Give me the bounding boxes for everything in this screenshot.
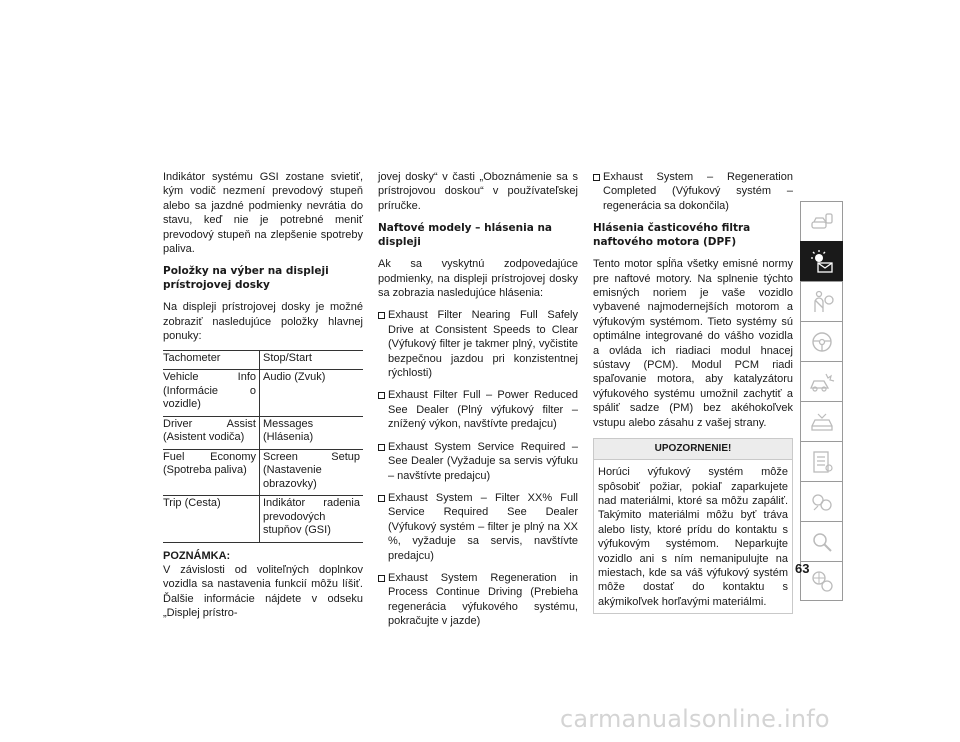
table-row — [163, 416, 363, 449]
seatbelt-airbag-icon — [808, 288, 836, 316]
list-item-text: Exhaust Filter Full – Power Reduced See Dealer (Plný výfukový filter – znížený výkon, navštívte predajcu) — [388, 389, 578, 431]
warning-text: Horúci výfukový systém môže spôsobiť požiar, pokiaľ zaparkujete nad materiálmi, ktoré sa môžu zapáliť. Takýmito materiálmi môžu byť tráva alebo listy, ktoré prídu do kontaktu s výfukovým systémom. Neparkujte vozidlo ani s ním nemanipulujte na miestach, kde sa váš výfukový systém môže dostať do kontaktu s akýmikoľvek horľavými materiálmi. — [598, 466, 788, 608]
note-text: V závislosti od voliteľných doplnkov vozidla sa nastavenia funkcií môžu líšiť. Ďalšie informácie nájdete v odseku „Displej prístro- — [163, 564, 363, 620]
message-list-continued — [593, 170, 793, 213]
section-heading-dpf: Hlásenia časticového filtra naftového motora (DPF) — [593, 222, 751, 249]
car-key-icon — [808, 208, 836, 236]
message-list — [378, 308, 578, 628]
table-cell: Messages (Hlásenia) — [260, 416, 364, 449]
continued-paragraph: jovej dosky“ v časti „Oboznámenie sa s prístrojovou doskou“ v používateľskej príručke. — [378, 171, 578, 212]
table-cell: Driver Assist (Asistent vodiča) — [163, 416, 260, 449]
search-index-icon — [808, 528, 836, 556]
list-item-text: Exhaust System Regeneration in Process Continue Driving (Prebieha regenerácia výfukového systému, pokračujte v jazde) — [388, 571, 578, 628]
language-icon — [808, 567, 836, 595]
note-label: POZNÁMKA: — [163, 549, 231, 562]
warning-title: UPOZORNENIE! — [594, 439, 792, 460]
tab-car-key[interactable] — [800, 201, 843, 241]
dpf-paragraph: Tento motor spĺňa všetky emisné normy pre naftové motory. Na splnenie týchto emisných noriem je vaše vozidlo vybavené najmodernejších motorom a výfukovým systémom. Tieto systémy sú optimálne integrované do vášho vozidla a ovláda ich riadiaci modul hnacej sústavy (PCM). Modul PCM riadi spaľovanie motora, aby katalyzátoru výfukového systému umožnil zachytiť a spáliť sadze (PM) bez akéhokoľvek vstupu alebo zásahu z vašej strany. — [593, 258, 793, 429]
chapter-tabs — [800, 201, 843, 601]
car-crash-icon — [808, 368, 836, 396]
maintenance-list-icon — [808, 448, 836, 476]
intro-paragraph: Indikátor systému GSI zostane svietiť, kým vodič nezmení prevodový stupeň alebo sa jazdné podmienky nevrátia do stavu, keď nie je potrebné meniť prevodový stupeň na zlepšenie spotreby paliva. — [163, 171, 363, 256]
checkbox-bullet-icon — [593, 174, 600, 181]
list-item-text: Exhaust System Service Required – See Dealer (Vyžaduje sa servis výfuku – navštívte predajcu) — [388, 440, 578, 482]
tab-multimedia[interactable] — [800, 481, 843, 521]
list-item — [378, 491, 578, 563]
list-item — [378, 308, 578, 380]
checkbox-bullet-icon — [378, 392, 385, 399]
checkbox-bullet-icon — [378, 575, 385, 582]
table-cell: Vehicle Info (Informácie o vozidle) — [163, 370, 260, 417]
column-right — [593, 170, 793, 614]
list-item — [378, 440, 578, 483]
page-number: 63 — [795, 561, 810, 576]
menu-items-table — [163, 350, 363, 543]
column-left — [163, 170, 363, 629]
tab-dashboard-warning[interactable] — [800, 241, 843, 281]
tab-car-service[interactable] — [800, 401, 843, 441]
car-service-icon — [808, 408, 836, 436]
table-row — [163, 370, 363, 417]
watermark: carmanualsonline.info — [560, 705, 830, 733]
table-cell: Indikátor radenia prevodových stupňov (GSI) — [260, 496, 364, 543]
tab-steering-wheel[interactable] — [800, 321, 843, 361]
table-row — [163, 449, 363, 496]
section-heading-display-items: Položky na výber na displeji prístrojovej dosky — [163, 265, 329, 292]
table-row — [163, 496, 363, 543]
messages-intro-paragraph: Ak sa vyskytnú zodpovedajúce podmienky, na displeji prístrojovej dosky sa zobrazia nasledujúce hlásenia: — [378, 258, 578, 300]
section-heading-diesel-messages: Naftové modely – hlásenia na displeji — [378, 222, 552, 249]
tab-maintenance-list[interactable] — [800, 441, 843, 481]
tab-seatbelt-airbag[interactable] — [800, 281, 843, 321]
checkbox-bullet-icon — [378, 495, 385, 502]
steering-wheel-icon — [808, 328, 836, 356]
menu-intro-paragraph: Na displeji prístrojovej dosky je možné zobraziť nasledujúce položky hlavnej ponuky: — [163, 301, 363, 343]
multimedia-icon — [808, 488, 836, 516]
table-row — [163, 350, 363, 370]
dashboard-warning-light-icon — [808, 248, 836, 276]
tab-car-crash[interactable] — [800, 361, 843, 401]
list-item — [593, 170, 793, 213]
table-cell: Fuel Economy (Spotreba paliva) — [163, 449, 260, 496]
checkbox-bullet-icon — [378, 312, 385, 319]
table-cell: Tachometer — [163, 350, 260, 370]
checkbox-bullet-icon — [378, 444, 385, 451]
tab-search-index[interactable] — [800, 521, 843, 561]
table-cell: Audio (Zvuk) — [260, 370, 364, 417]
list-item — [378, 388, 578, 431]
table-cell: Stop/Start — [260, 350, 364, 370]
list-item — [378, 571, 578, 629]
list-item-text: Exhaust System – Regeneration Completed (Výfukový systém – regenerácia sa dokončila) — [603, 171, 793, 212]
table-cell: Trip (Cesta) — [163, 496, 260, 543]
column-middle — [378, 170, 578, 637]
list-item-text: Exhaust Filter Nearing Full Safely Drive at Consistent Speeds to Clear (Výfukový filter je takmer plný, vyčistite bezpečnou jazdou pri konzistentnej rýchlosti) — [388, 309, 578, 380]
table-cell: Screen Setup (Nastavenie obrazovky) — [260, 449, 364, 496]
warning-box — [593, 438, 793, 614]
list-item-text: Exhaust System – Filter XX% Full Service Required See Dealer (Výfukový systém – filter je plný na XX %, vyžaduje sa servis, navštívte predajcu) — [388, 491, 578, 562]
